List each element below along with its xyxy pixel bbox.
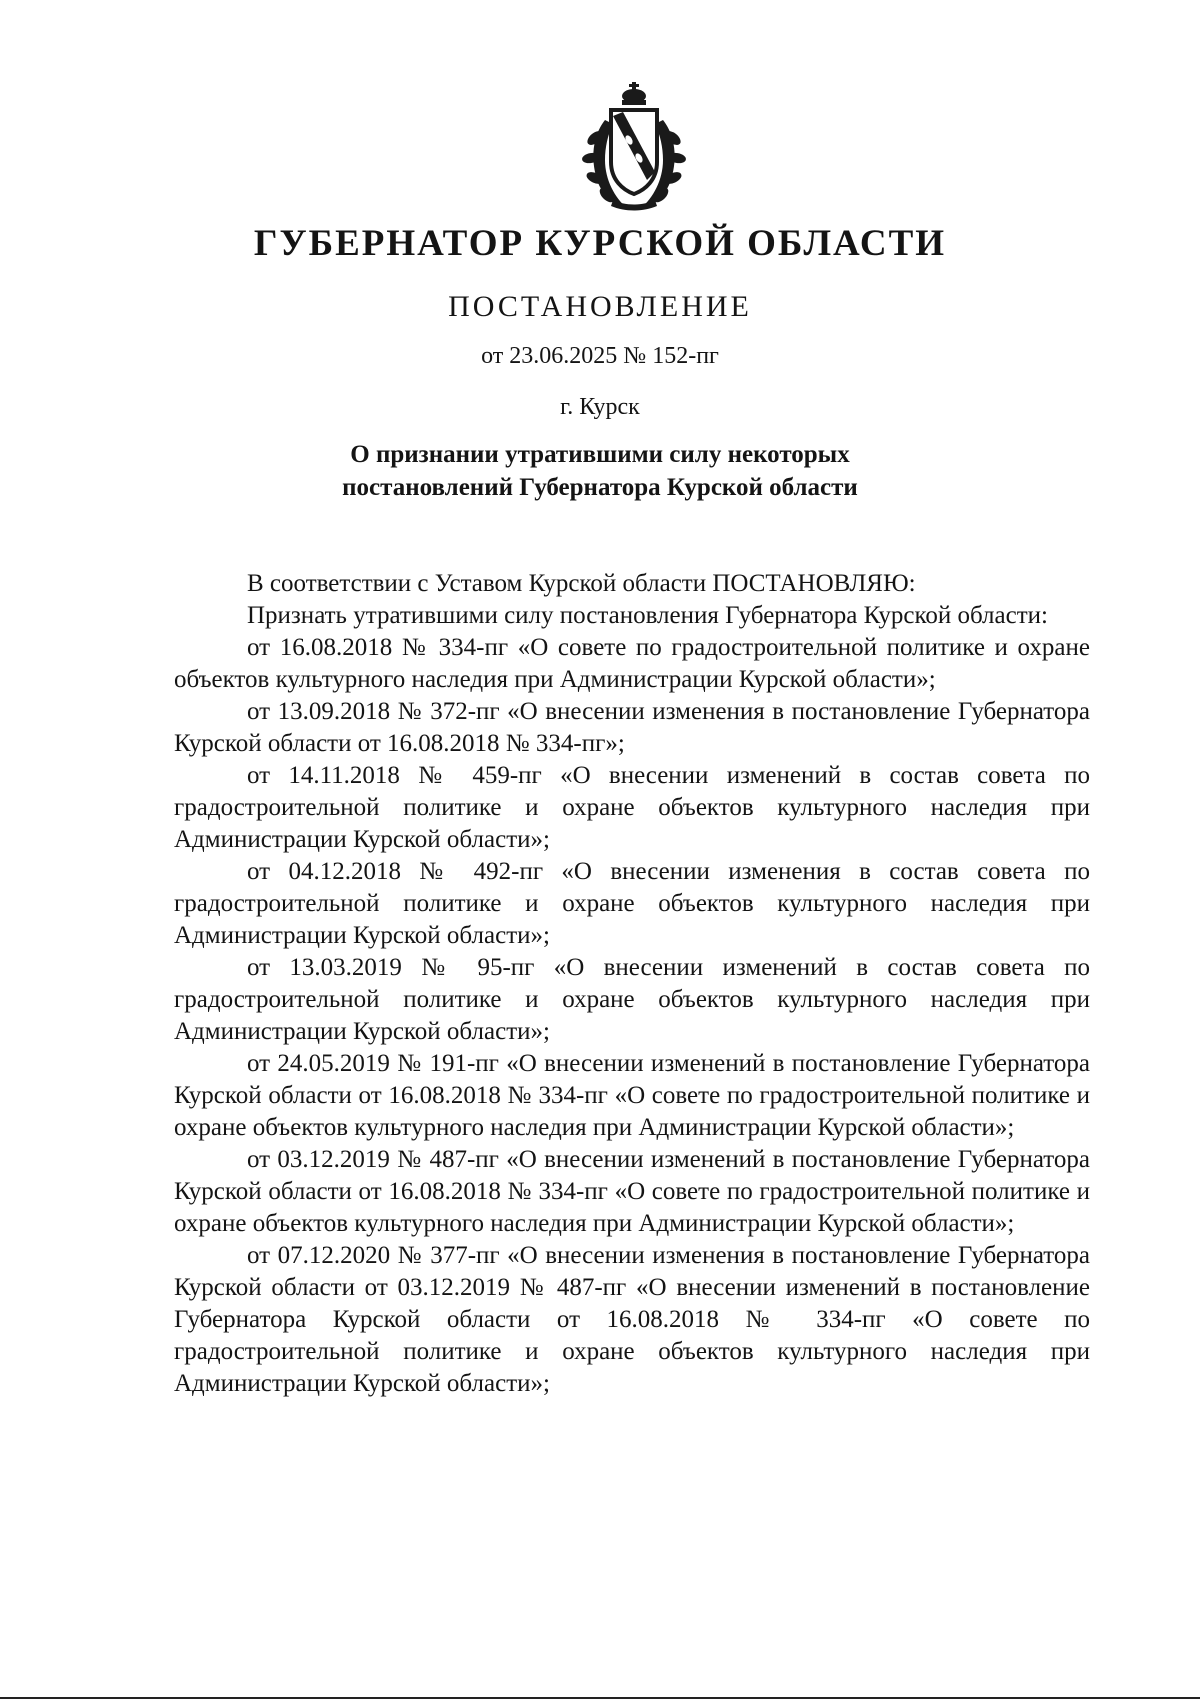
preamble-paragraph: В соответствии с Уставом Курской области ПОСТАНОВЛЯЮ: — [247, 570, 916, 597]
list-item: от 13.03.2019 № 95-пг «О внесении изменений в состав совета по градостроительной политике и охране объектов культурного наследия при Администрации Курской области»; — [174, 954, 1090, 1045]
kursk-coat-of-arms-icon — [565, 80, 715, 212]
list-item: от 24.05.2019 № 191-пг «О внесении изменений в постановление Губернатора Курской области от 16.08.2018 № 334-пг «О совете по градостроительной политике и охране объектов культурного наследия при Администрации Курской области»; — [174, 1050, 1090, 1141]
list-item: от 14.11.2018 № 459-пг «О внесении изменений в состав совета по градостроительной политике и охране объектов культурного наследия при Администрации Курской области»; — [174, 762, 1090, 853]
authority-title: ГУБЕРНАТОР КУРСКОЙ ОБЛАСТИ — [253, 223, 947, 264]
document-place: г. Курск — [560, 394, 640, 420]
document-title-line-1: О признании утратившими силу некоторых — [350, 441, 850, 468]
page-edge-divider — [0, 1697, 1200, 1699]
document-title — [0, 438, 1200, 504]
document-date-number: от 23.06.2025 № 152-пг — [481, 343, 719, 369]
document-body — [174, 568, 1090, 1400]
document-type: ПОСТАНОВЛЕНИЕ — [448, 290, 752, 323]
list-item: от 16.08.2018 № 334-пг «О совете по градостроительной политике и охране объектов культурного наследия при Администрации Курской области»; — [174, 634, 1090, 693]
intro-paragraph: Признать утратившими силу постановления Губернатора Курской области: — [247, 602, 1048, 629]
list-item: от 04.12.2018 № 492-пг «О внесении изменения в состав совета по градостроительной политике и охране объектов культурного наследия при Администрации Курской области»; — [174, 858, 1090, 949]
document-title-line-2: постановлений Губернатора Курской области — [342, 474, 858, 501]
list-item: от 03.12.2019 № 487-пг «О внесении изменений в постановление Губернатора Курской области от 16.08.2018 № 334-пг «О совете по градостроительной политике и охране объектов культурного наследия при Администрации Курской области»; — [174, 1146, 1090, 1237]
list-item: от 13.09.2018 № 372-пг «О внесении изменения в постановление Губернатора Курской области от 16.08.2018 № 334-пг»; — [174, 698, 1090, 757]
list-item: от 07.12.2020 № 377-пг «О внесении изменения в постановление Губернатора Курской области от 03.12.2019 № 487-пг «О внесении изменений в постановление Губернатора Курской области от 16.08.2018 № 334-пг «О совете по градостроительной политике и охране объектов культурного наследия при Администрации Курской области»; — [174, 1242, 1090, 1397]
